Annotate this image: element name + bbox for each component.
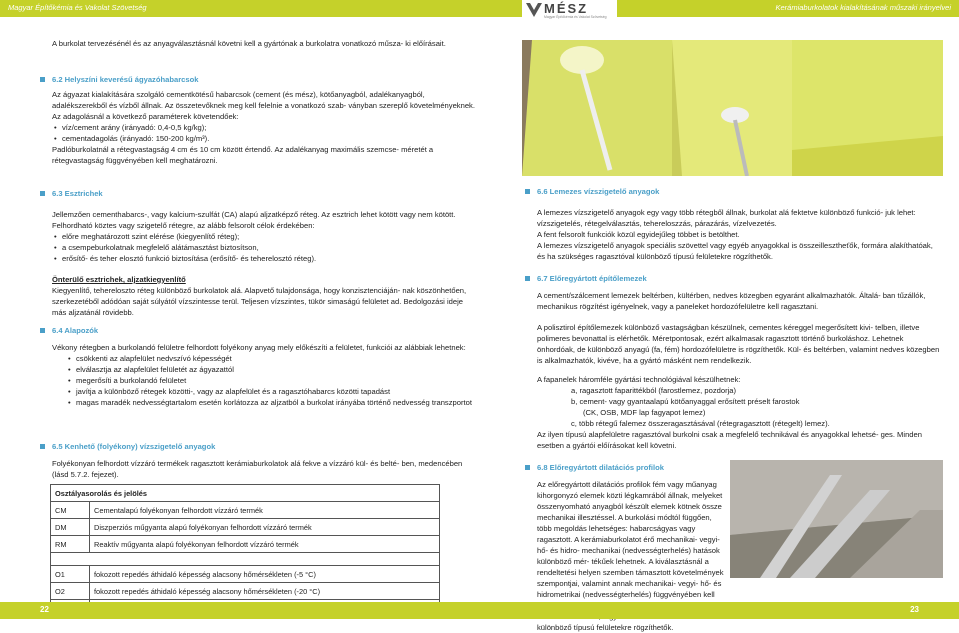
paragraph: Az adagolásnál a következő paraméterek követendőek: (52, 112, 239, 121)
table-cell-desc: Diszperziós műgyanta alapú folyékonyan felhordott vízzáró termék (90, 519, 440, 536)
subheading: Önterülő esztrichek, aljzatkiegyenlítő (52, 275, 186, 284)
section-marker-icon (40, 444, 45, 449)
left-column (52, 38, 477, 49)
header-right: Kerámiaburkolatok kialakításának műszaki irányelvei (775, 3, 951, 12)
footer-bar (0, 602, 959, 619)
section-title: 6.3 Esztrichek (52, 189, 103, 198)
list-item: a, ragasztott faparittékból (farostlemez, pozdorja) (571, 386, 737, 395)
intro-text: A burkolat tervezésénél és az anyagválasztásnál követni kell a gyártónak a burkolatra vonatkozó műsza- ki előírásait. (52, 39, 446, 48)
logo (522, 0, 617, 20)
list-item: • cementadagolás (irányadó: 150-200 kg/m³). (52, 133, 477, 144)
table-cell-code: RM (51, 536, 90, 553)
section-title: 6.7 Előregyártott építőlemezek (537, 274, 647, 283)
table-cell-desc: fokozott repedés áthidaló képesség alacsony hőmérsékleten (-5 °C) (90, 566, 440, 583)
list-item: • elválasztja az alapfelület felületét az ágyazattól (66, 364, 477, 375)
section-title: 6.2 Helyszíni keverésű ágyazóhabarcsok (52, 75, 199, 84)
section-marker-icon (40, 328, 45, 333)
hero-photo (522, 40, 943, 176)
list-item: • magas maradék nedvességtartalom esetén korlátozza az aljzatból a burkolat irányába történő nedvesség transzportot (66, 397, 477, 408)
section-6-7 (537, 273, 942, 451)
profile-photo (730, 460, 943, 578)
list-item: • víz/cement arány (irányadó: 0,4-0,5 kg/kg); (52, 122, 477, 133)
table-cell-code: DM (51, 519, 90, 536)
paragraph: Vékony rétegben a burkolandó felületre felhordott folyékony anyag mely előkészíti a felületet, funkciói az alábbiak lehetnek: (52, 343, 466, 352)
section-title: 6.4 Alapozók (52, 326, 99, 335)
list-item: • megerősíti a burkolandó felületet (66, 375, 477, 386)
list-item: • javítja a különböző rétegek közötti-, vagy az alapfelület és a ragasztóhabarcs közötti tapadást (66, 386, 477, 397)
list-item: • erősítő- és teher elosztó funkció biztosítása (erősítő- és teherelosztó réteg). (52, 253, 477, 264)
table-row (51, 583, 440, 600)
list-item: b, cement- vagy gyantaalapú kötőanyaggal erősített préselt farostok (571, 397, 800, 406)
page-number-left: 22 (40, 605, 49, 614)
paragraph: A lemezes vízszigetelő anyagok egy vagy több rétegből állnak, burkolat alá fektetve különböző funkció- juk lehet: vízszigetelés, rétegelválasztás, tehereloszzás, párazárás, vízelvezetés. (537, 208, 916, 228)
section-marker-icon (40, 77, 45, 82)
table-row (51, 536, 440, 553)
section-marker-icon (525, 465, 530, 470)
logo-word: MÉSZ (544, 1, 589, 16)
paragraph: Kiegyenlítő, tehereloszto réteg különböző burkolatok alá. Alapvető tulajdonsága, hogy konzisztenciáján- nak köszönhetően, szerkezetéből adódóan saját súlyától vízszintesse terül. Teljesen vízszintes, tükör simaságú felületet ad. Bedolgozási ideje más aljzatánál rövidebb. (52, 286, 467, 317)
header-left: Magyar Építőkémia és Vakolat Szövetség (8, 3, 147, 12)
paragraph: Az ilyen típusú alapfelületre ragasztóval burkolni csak a megfelelő technikával és anyagokkal lehetsé- ges. Minden esetben a gyártói előírásokat kell követni. (537, 430, 922, 450)
wall-painting-image (522, 40, 943, 176)
paragraph: A lemezes vízszigetelő anyagok speciális szövettel vagy egyéb anyagokkal is összeillesztheťők, formára alakíthatóak, és ha szükséges ragasztóval különböző típusú felületekre rögzíthetők. (537, 241, 933, 261)
table-cell-desc: Reaktív műgyanta alapú folyékonyan felhordott vízzáró termék (90, 536, 440, 553)
paragraph: Folyékonyan felhordott vízzáró termékek ragasztott kerámiaburkolatok alá fekve a vízzáró kül- és belté- ben, medencében (lásd 5.7.2. fejezet). (52, 459, 463, 479)
table-cell-code: CM (51, 502, 90, 519)
section-6-4 (52, 325, 477, 408)
paragraph: A polisztirol építőlemezek különböző vastagságban készülnek, cementes kéreggel megerősített kivi- telben, illetve polimeres bevonattal is elérhetők. Méretpontosak, ezért alkalmasak ragasztott történő burkoláshoz. Lehetnek önhordóak, de különböző anyagú (fa, fém) hordozófelületre is rögzíthetők. Kül- és beltérben, valamint nedves közegben is alkalmazhatók, kivéve, ha a gyártó másként nem rendelkezik. (537, 323, 940, 365)
section-marker-icon (525, 276, 530, 281)
table-spacer-row (51, 553, 440, 566)
paragraph: Jellemzően cementhabarcs-, vagy kalcium-szulfát (CA) alapú aljzatképző réteg. Az esztrich lehet kötött vagy nem kötött. Felhordható köztes vagy szigetelő rétegre, az alább felsorolt célok érdekében: (52, 210, 456, 230)
logo-subtitle: Magyar Építőkémia és Vakolat Szövetség (544, 15, 607, 19)
section-6-5 (52, 441, 477, 480)
section-6-6 (537, 186, 942, 262)
table-cell-desc: Cementalapú folyékonyan felhordott vízzáró termék (90, 502, 440, 519)
list-item: c, több rétegű falemez összeragasztásával (rétegragasztott (rétegelt) lemez). (571, 419, 830, 428)
list-item: • a csempeburkolatnak megfelelő alátámasztást biztosítson, (52, 242, 477, 253)
header-bar (0, 0, 959, 17)
paragraph: Az ágyazat kialakítására szolgáló cementkötésű habarcsok (cement (és mész), kötőanyagból, adalékanyagból, adalékszerekből és vízből állnak. Az összetevőknek meg kell felelnie a vonatkozó szab- ványban szereplő követelményeknek. (52, 90, 475, 110)
page-number-right: 23 (910, 605, 919, 614)
table-row (51, 502, 440, 519)
table-cell-code: O2 (51, 583, 90, 600)
paragraph: A fent felsorolt funkciók közül egyidejűleg többet is betölthet. (537, 230, 740, 239)
primer-list (52, 353, 477, 408)
table-header: Osztályasorolás és jelölés (51, 485, 440, 502)
list-item: • előre meghatározott szint elérése (kiegyenlítő réteg); (52, 231, 477, 242)
section-title: 6.6 Lemezes vízszigetelő anyagok (537, 187, 660, 196)
section-title: 6.5 Kenhető (folyékony) vízszigetelő anyagok (52, 442, 216, 451)
table-cell-desc: fokozott repedés áthidaló képesség alacsony hőmérsékleten (-20 °C) (90, 583, 440, 600)
paragraph: Padlóburkolatnál a rétegvastagság 4 cm és 10 cm között értendő. Az adalékanyag maximális szemcse- méretét a rétegvastagság függvényében kell meghatározni. (52, 145, 434, 165)
table-row (51, 519, 440, 536)
section-marker-icon (525, 189, 530, 194)
paragraph: A cement/szálcement lemezek beltérben, kültérben, nedves közegben egyaránt alkalmazhatók. Általá- ban tűzállók, mechanikus rögzítést igényelnek, vagy a paneleket hordozófelületre kell ragasztani. (537, 291, 926, 311)
paragraph: Az előregyártott dilatációs profilok fém vagy műanyag kihorgonyzó elemek közti légkamrából állnak, melyeket összenyomható anyagból készült elemek kötnek össze mechanikai illesztéssel. A burkolási módtól függően, több megoldás lehetséges: habarcságyas vagy ragasztott. A kerámiaburkolatot érő mechanikai- vegyi- hő- és hidro- mechanikai (nedvességterhelés) hatások különböző mér- tékűek lehetnek. A kiválasztásnál a rendeltetési helyen szemben támasztott követelmények szempontjai, valamint annak mechanikai- vegyi- hő- és hidrometrikai (nedvességterhelés) függvényében kell különböző típusú felületekre rögzíthetők. (537, 480, 724, 632)
logo-icon (526, 3, 542, 17)
section-title: 6.8 Előregyártott dilatációs profilok (537, 463, 665, 472)
section-marker-icon (40, 191, 45, 196)
section-6-2 (52, 74, 477, 166)
dilatation-profile-image (730, 460, 943, 578)
list-item: (CK, OSB, MDF lap fagyapot lemez) (583, 408, 706, 417)
paragraph: A fapanelek háromféle gyártási technológiával készülhetnek: (537, 375, 741, 384)
table-cell-code: O1 (51, 566, 90, 583)
table-row (51, 566, 440, 583)
classification-table (50, 484, 440, 617)
section-6-3 (52, 188, 477, 318)
list-item: • csökkenti az alapfelület nedvszívó képességét (66, 353, 477, 364)
